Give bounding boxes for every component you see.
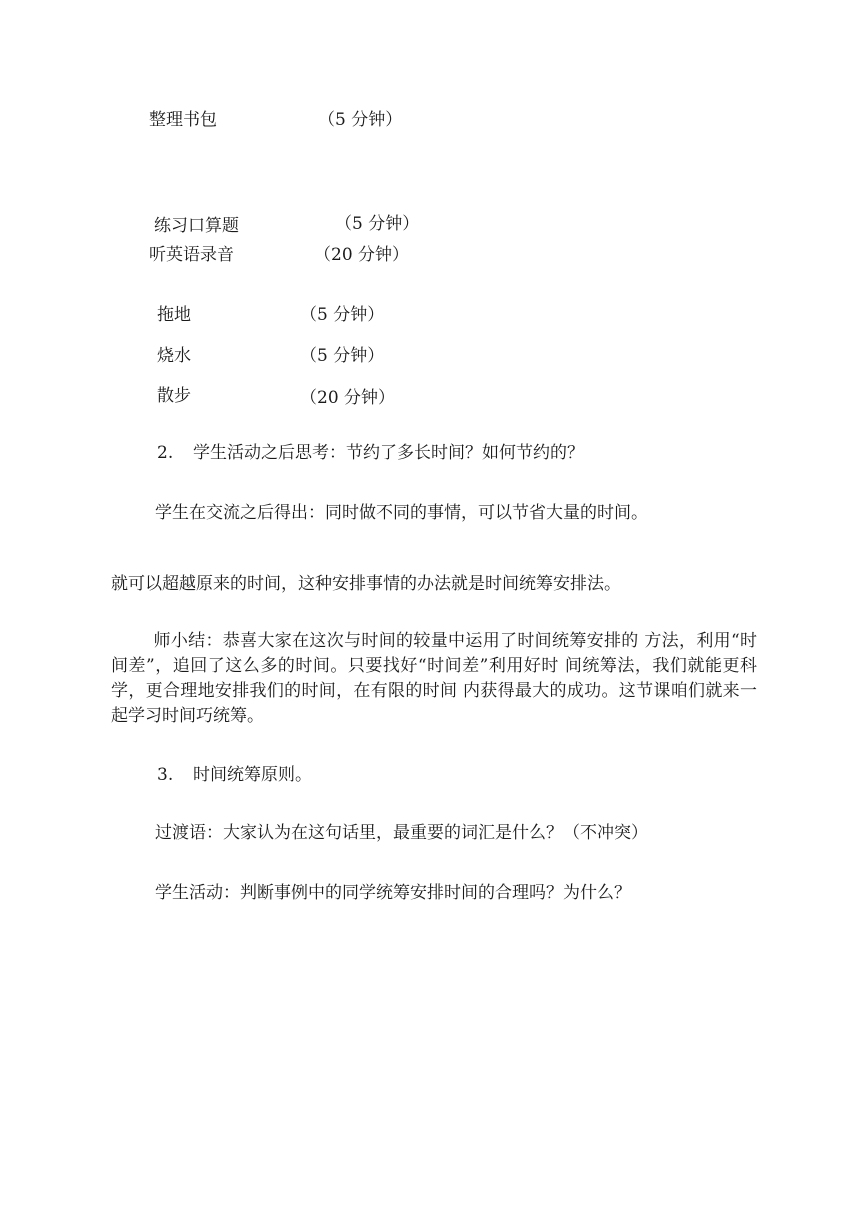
task-label: 练习口算题	[154, 216, 239, 236]
body-paragraph: 学生活动：判断事例中的同学统筹安排时间的合理吗？为什么？	[155, 883, 631, 903]
task-label: 烧水	[157, 346, 191, 366]
section-heading	[157, 443, 584, 463]
task-label: 拖地	[157, 305, 191, 325]
section-text: 学生活动之后思考：节约了多长时间？如何节约的？	[193, 443, 584, 463]
section-heading	[157, 765, 312, 785]
task-duration: （5 分钟）	[300, 346, 385, 366]
teacher-summary-paragraph: 师小结：恭喜大家在这次与时间的较量中运用了时间统筹安排的 方法，利用“时间差”，追回了这么多的时间。只要找好“时间差”利用好时 间统筹法，我们就能更科学，更合理地安排我们的时间，在有限的时间 内获得最大的成功。这节课咱们就来一起学习时间巧统筹。	[111, 631, 757, 726]
body-paragraph: 过渡语：大家认为在这句话里，最重要的词汇是什么？（不冲突）	[155, 823, 648, 843]
body-paragraph: 学生在交流之后得出：同时做不同的事情，可以节省大量的时间。	[155, 503, 648, 523]
task-duration: （5 分钟）	[335, 214, 420, 234]
section-number: 2.	[157, 443, 174, 463]
task-duration: （20 分钟）	[314, 245, 410, 265]
section-number: 3.	[157, 765, 174, 785]
task-duration: （5 分钟）	[300, 305, 385, 325]
task-duration: （20 分钟）	[300, 388, 396, 408]
section-text: 时间统筹原则。	[193, 765, 312, 785]
task-duration: （5 分钟）	[318, 110, 403, 130]
task-label: 整理书包	[149, 110, 217, 130]
task-label: 散步	[157, 386, 191, 406]
task-label: 听英语录音	[149, 245, 234, 265]
body-paragraph: 就可以超越原来的时间，这种安排事情的办法就是时间统筹安排法。	[111, 574, 621, 594]
